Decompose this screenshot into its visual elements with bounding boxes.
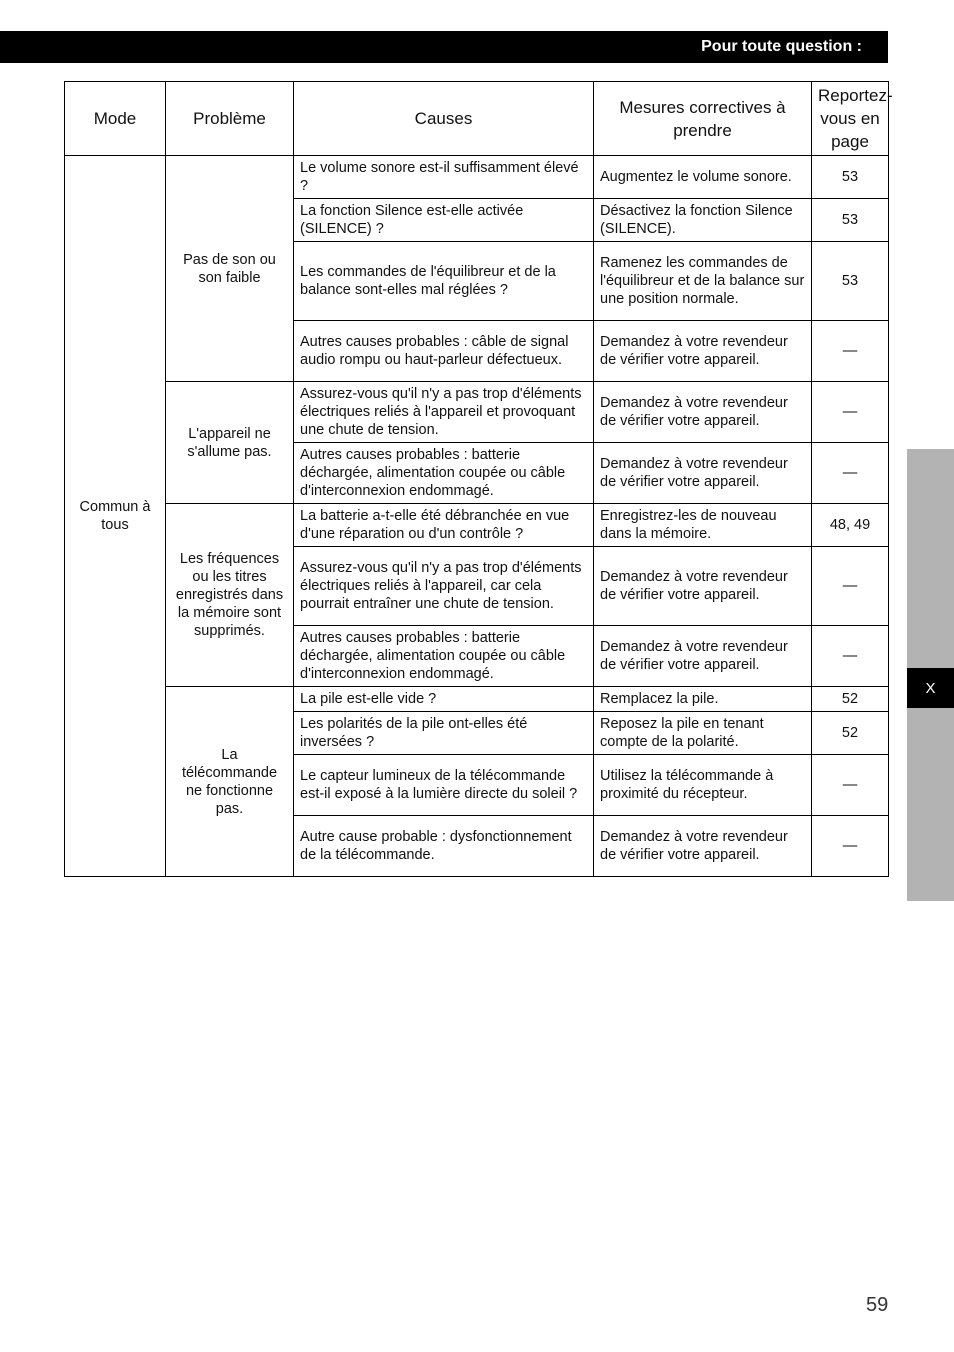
cause-cell: Les polarités de la pile ont-elles été inversées ? <box>294 712 594 755</box>
cause-cell: Assurez-vous qu'il n'y a pas trop d'éléments électriques reliés à l'appareil, car cela pourrait entraîner une chute de tension. <box>294 547 594 626</box>
page-number: 59 <box>866 1294 889 1316</box>
page-ref-cell: — <box>812 382 889 443</box>
cause-cell: Les commandes de l'équilibreur et de la balance sont-elles mal réglées ? <box>294 242 594 321</box>
problem-cell: La télécommande ne fonctionne pas. <box>166 687 294 877</box>
header-causes: Causes <box>294 82 594 156</box>
page-ref-cell: — <box>812 547 889 626</box>
remedy-cell: Reposez la pile en tenant compte de la polarité. <box>594 712 812 755</box>
page-ref-cell: 53 <box>812 156 889 199</box>
header-mesures: Mesures correctives à prendre <box>594 82 812 156</box>
remedy-cell: Demandez à votre revendeur de vérifier votre appareil. <box>594 321 812 382</box>
table-row <box>65 687 889 712</box>
header-page: Reportez-vous en page <box>812 82 889 156</box>
cause-cell: Assurez-vous qu'il n'y a pas trop d'éléments électriques reliés à l'appareil et provoquant une chute de tension. <box>294 382 594 443</box>
cause-cell: La pile est-elle vide ? <box>294 687 594 712</box>
cause-cell: Le volume sonore est-il suffisamment élevé ? <box>294 156 594 199</box>
cause-cell: Autres causes probables : batterie déchargée, alimentation coupée ou câble d'interconnexion endommagé. <box>294 626 594 687</box>
page-ref-cell: — <box>812 321 889 382</box>
page-ref-cell: — <box>812 816 889 877</box>
remedy-cell: Ramenez les commandes de l'équilibreur et de la balance sur une position normale. <box>594 242 812 321</box>
remedy-cell: Demandez à votre revendeur de vérifier votre appareil. <box>594 443 812 504</box>
remedy-cell: Enregistrez-les de nouveau dans la mémoire. <box>594 504 812 547</box>
table-row <box>65 504 889 547</box>
remedy-cell: Demandez à votre revendeur de vérifier votre appareil. <box>594 547 812 626</box>
remedy-cell: Remplacez la pile. <box>594 687 812 712</box>
section-header-title: Pour toute question : <box>701 38 862 55</box>
page-ref-cell: 53 <box>812 199 889 242</box>
side-index-tab-active: X <box>907 668 954 708</box>
page-ref-cell: 52 <box>812 712 889 755</box>
page-ref-cell: 52 <box>812 687 889 712</box>
page-ref-cell: 48, 49 <box>812 504 889 547</box>
problem-cell: L'appareil ne s'allume pas. <box>166 382 294 504</box>
table-header-row <box>65 82 889 156</box>
page-ref-cell: — <box>812 626 889 687</box>
section-header-bar <box>0 31 888 63</box>
mode-cell: Commun à tous <box>65 156 166 877</box>
remedy-cell: Utilisez la télécommande à proximité du récepteur. <box>594 755 812 816</box>
cause-cell: Autres causes probables : batterie déchargée, alimentation coupée ou câble d'interconnexion endommagé. <box>294 443 594 504</box>
page-ref-cell: — <box>812 443 889 504</box>
header-mode: Mode <box>65 82 166 156</box>
remedy-cell: Désactivez la fonction Silence (SILENCE). <box>594 199 812 242</box>
cause-cell: La batterie a-t-elle été débranchée en vue d'une réparation ou d'un contrôle ? <box>294 504 594 547</box>
problem-cell: Pas de son ou son faible <box>166 156 294 382</box>
cause-cell: Autres causes probables : câble de signal audio rompu ou haut-parleur défectueux. <box>294 321 594 382</box>
header-probleme: Problème <box>166 82 294 156</box>
problem-cell: Les fréquences ou les titres enregistrés dans la mémoire sont supprimés. <box>166 504 294 687</box>
remedy-cell: Demandez à votre revendeur de vérifier votre appareil. <box>594 816 812 877</box>
cause-cell: Le capteur lumineux de la télécommande est-il exposé à la lumière directe du soleil ? <box>294 755 594 816</box>
page-ref-cell: — <box>812 755 889 816</box>
table-row <box>65 156 889 199</box>
cause-cell: Autre cause probable : dysfonctionnement de la télécommande. <box>294 816 594 877</box>
page-ref-cell: 53 <box>812 242 889 321</box>
remedy-cell: Demandez à votre revendeur de vérifier votre appareil. <box>594 626 812 687</box>
cause-cell: La fonction Silence est-elle activée (SILENCE) ? <box>294 199 594 242</box>
remedy-cell: Augmentez le volume sonore. <box>594 156 812 199</box>
troubleshooting-table <box>64 81 893 877</box>
remedy-cell: Demandez à votre revendeur de vérifier votre appareil. <box>594 382 812 443</box>
table-row <box>65 382 889 443</box>
